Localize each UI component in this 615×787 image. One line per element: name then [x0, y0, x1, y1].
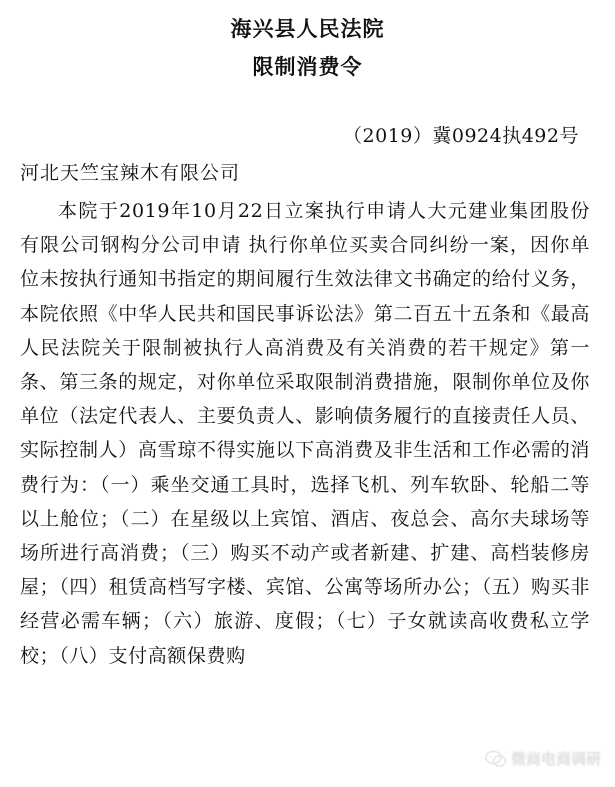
watermark-text: 微商电商调研 — [510, 750, 601, 768]
wechat-icon — [485, 750, 507, 768]
document-type-heading: 限制消费令 — [252, 54, 363, 79]
case-number: （2019）冀0924执492号 — [343, 125, 579, 147]
watermark — [485, 748, 601, 769]
court-name-heading: 海兴县人民法院 — [230, 16, 385, 41]
body-paragraph: 本院于2019年10月22日立案执行申请人大元建业集团股份有限公司钢构分公司申请 执行你单位买卖合同纠纷一案，因你单位未按执行通知书指定的期间履行生效法律文书确定的给付义务，本院依照《中华人民共和国民事诉讼法》第二百五十五条和《最高人民法院关于限制被执行人高消费及有关消费的若干规定》第一条、第三条的规定，对你单位采取限制消费措施，限制你单位及你单位（法定代表人、主要负责人、影响债务履行的直接责任人员、实际控制人）高雪琼不得实施以下高消费及非生活和工作必需的消费行为：（一）乘坐交通工具时，选择飞机、列车软卧、轮船二等以上舱位；（二）在星级以上宾馆、酒店、夜总会、高尔夫球场等场所进行高消费；（三）购买不动产或者新建、扩建、高档装修房屋；（四）租赁高档写字楼、宾馆、公寓等场所办公；（五）购买非经营必需车辆；（六）旅游、度假；（七）子女就读高收费私立学校；（八）支付高额保费购 — [20, 200, 590, 667]
addressee: 河北天竺宝辣木有限公司 — [20, 162, 241, 184]
